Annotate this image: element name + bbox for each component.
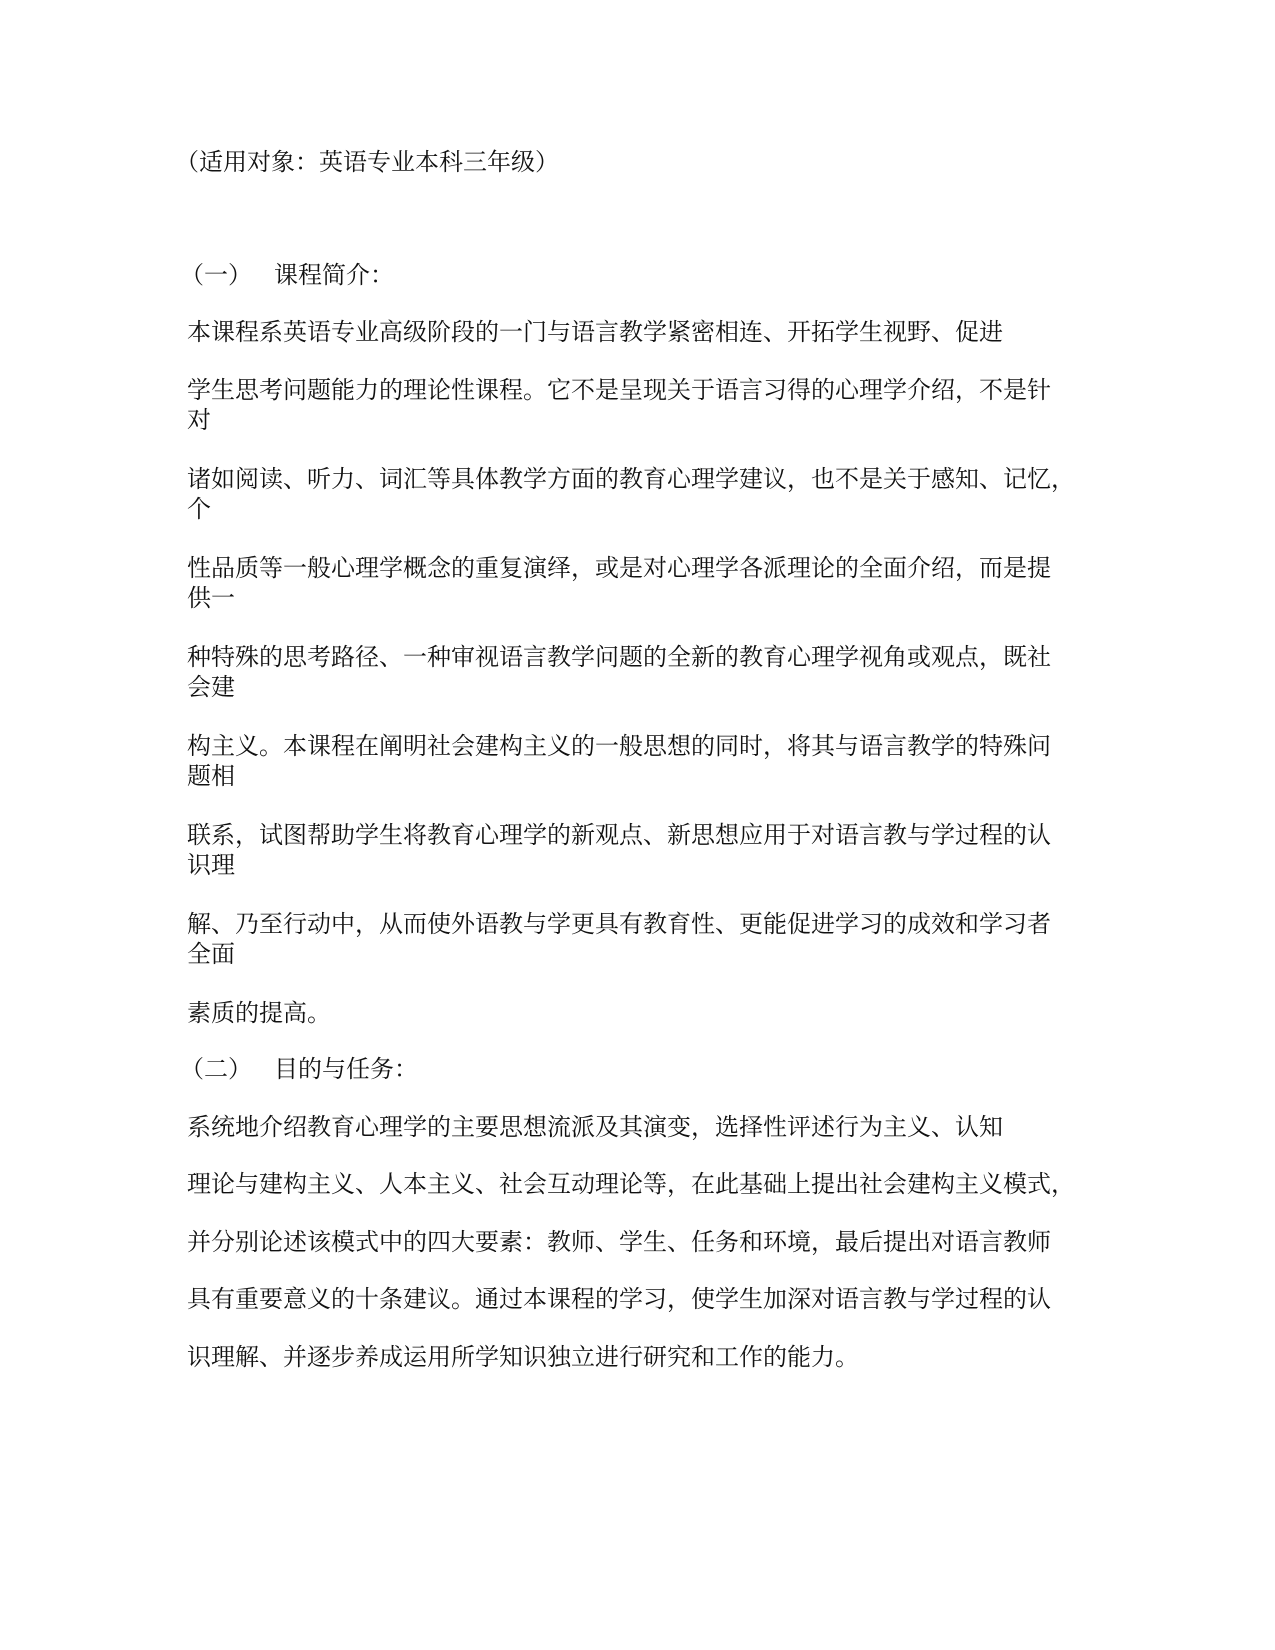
paragraph-line: 诸如阅读、听力、词汇等具体教学方面的教育心理学建议，也不是关于感知、记忆， — [187, 465, 1075, 493]
paragraph-line: 构主义。本课程在阐明社会建构主义的一般思想的同时，将其与语言教学的特殊问 — [187, 732, 1051, 760]
paragraph-line: 全面 — [187, 940, 235, 968]
paragraph-line: 种特殊的思考路径、一种审视语言教学问题的全新的教育心理学视角或观点，既社 — [187, 643, 1051, 671]
paragraph-line: 个 — [187, 495, 211, 523]
paragraph-line: 学生思考问题能力的理论性课程。它不是呈现关于语言习得的心理学介绍，不是针 — [187, 376, 1051, 404]
section-title: 课程简介： — [274, 261, 394, 289]
paragraph-line: 本课程系英语专业高级阶段的一门与语言教学紧密相连、开拓学生视野、促进 — [187, 318, 1003, 346]
paragraph-line: 会建 — [187, 673, 235, 701]
audience-note: （适用对象：英语专业本科三年级） — [175, 148, 559, 176]
section-heading-goals — [180, 1053, 418, 1085]
paragraph-line: 识理 — [187, 851, 235, 879]
section-heading-intro — [180, 259, 394, 291]
section-number: （一） — [180, 261, 252, 289]
paragraph-line: 识理解、并逐步养成运用所学知识独立进行研究和工作的能力。 — [187, 1343, 859, 1371]
section-title: 目的与任务： — [274, 1055, 418, 1083]
section-number: （二） — [180, 1055, 252, 1083]
paragraph-line: 供一 — [187, 584, 235, 612]
paragraph-line: 题相 — [187, 762, 235, 790]
paragraph-line: 解、乃至行动中，从而使外语教与学更具有教育性、更能促进学习的成效和学习者 — [187, 910, 1051, 938]
paragraph-line: 联系，试图帮助学生将教育心理学的新观点、新思想应用于对语言教与学过程的认 — [187, 821, 1051, 849]
paragraph-line: 并分别论述该模式中的四大要素：教师、学生、任务和环境，最后提出对语言教师 — [187, 1228, 1051, 1256]
paragraph-line: 系统地介绍教育心理学的主要思想流派及其演变，选择性评述行为主义、认知 — [187, 1113, 1003, 1141]
paragraph-line: 具有重要意义的十条建议。通过本课程的学习，使学生加深对语言教与学过程的认 — [187, 1285, 1051, 1313]
paragraph-line: 理论与建构主义、人本主义、社会互动理论等，在此基础上提出社会建构主义模式， — [187, 1170, 1075, 1198]
paragraph-line: 对 — [187, 406, 211, 434]
paragraph-line: 素质的提高。 — [187, 999, 331, 1027]
paragraph-line: 性品质等一般心理学概念的重复演绎，或是对心理学各派理论的全面介绍，而是提 — [187, 554, 1051, 582]
